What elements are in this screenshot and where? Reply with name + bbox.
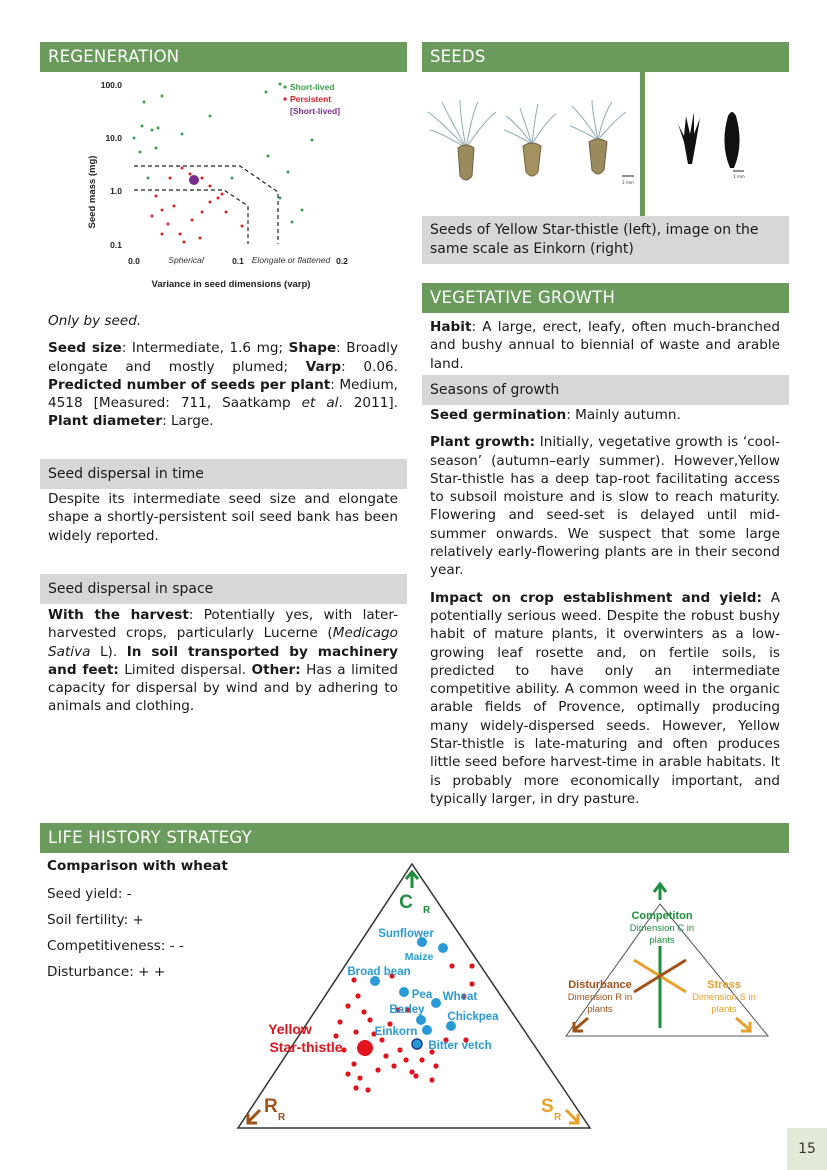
plant-growth-value: Initially, vegetative growth is ‘cool-season’ (autumn–early summer). However,Yellow Star-thistle has a deep tap-root facilitating access to subsoil moisture and is slow to reach maturity. Flowering and seed-set is delayed until mid-summer onwards. We suspect that some large relatively early-flowering plants are in their second year. <box>430 434 780 579</box>
weed-point <box>353 1085 358 1090</box>
focal-label-line2: Star-thistle <box>269 1039 343 1055</box>
persistent-point <box>173 205 176 208</box>
weed-point <box>337 1019 342 1024</box>
seeds-scale-left: 1 mm <box>622 180 634 185</box>
s-label: S <box>541 1096 554 1117</box>
predicted-seeds-tail: . 2011]. <box>338 395 398 412</box>
short-lived-point <box>311 139 314 142</box>
life-history-header: LIFE HISTORY STRATEGY <box>40 823 789 853</box>
regen-points <box>133 83 314 244</box>
crop-label-barley: Barley <box>389 1004 425 1016</box>
crop-dot-barley <box>416 1015 426 1025</box>
persistent-point <box>241 225 244 228</box>
dispersal-time-text: Despite its intermediate seed size and elongate shape a shortly-persistent soil seed bank has been widely reported. <box>48 491 398 544</box>
competitiveness-label: Competitiveness: <box>47 938 166 954</box>
short-lived-point <box>139 151 142 154</box>
csr-key-triangle <box>562 880 774 1040</box>
page-number: 15 <box>787 1128 827 1170</box>
key-stress-title: Stress <box>707 979 741 991</box>
c-label-sub: R <box>423 905 431 916</box>
comparison-disturbance <box>47 959 267 985</box>
seed-size-label: Seed size <box>48 340 122 357</box>
s-label-sub: R <box>554 1112 562 1123</box>
dispersal-space-header: Seed dispersal in space <box>40 574 407 604</box>
regeneration-header: REGENERATION <box>40 42 407 72</box>
soil-text: Limited dispersal. <box>118 661 247 678</box>
persistent-point <box>155 195 158 198</box>
regeneration-intro: Only by seed. <box>48 313 142 329</box>
plant-diameter-label: Plant diameter <box>48 413 163 430</box>
harvest-label: With the harvest <box>48 607 189 623</box>
crop-dot-wheat <box>431 998 441 1008</box>
short-lived-point <box>133 137 136 140</box>
crop-label-wheat: Wheat <box>442 991 478 1003</box>
seasons-text <box>430 406 780 808</box>
y-axis-title: Seed mass (mg) <box>87 155 98 229</box>
short-lived-point <box>161 95 164 98</box>
comparison-competitiveness <box>47 933 267 959</box>
comparison-seed-yield <box>47 881 267 907</box>
x-tick-02: 0.2 <box>336 256 348 266</box>
crop-label-chickpea: Chickpea <box>447 1011 499 1023</box>
persistent-point <box>217 197 220 200</box>
impact-value: A potentially serious weed. Despite the robust bushy habit of mature plants, it overwinters as a low-growing leaf rosette and, on fertile soils, is predicted to have only an intermediate competitive ability. A common weed in the organic arable fields of Provence, optimally producing many widely-dispersed seeds. However, Yellow Star-thistle is late-maturing and often produces little seed before harvest-time in arable habitats. It is probably more economically important, and typically larger, in dry pasture. <box>430 589 781 807</box>
weed-point <box>351 977 356 982</box>
weed-point <box>357 1075 362 1080</box>
seasons-header: Seasons of growth <box>422 375 789 405</box>
weed-point <box>391 1063 396 1068</box>
key-competition-sub2: plants <box>649 935 675 946</box>
weed-point <box>403 1057 408 1062</box>
short-lived-point <box>287 171 290 174</box>
r-label-sub: R <box>278 1112 286 1123</box>
disturbance-value: + + <box>133 964 166 980</box>
short-lived-point <box>265 91 268 94</box>
crop-dot-pea <box>399 987 409 997</box>
competitiveness-value: - - <box>165 938 184 954</box>
focal-label-line1: Yellow <box>268 1021 312 1037</box>
persistent-point <box>209 201 212 204</box>
impact-paragraph <box>430 589 780 809</box>
x-tick-0: 0.0 <box>128 256 140 266</box>
plant-growth-paragraph <box>430 433 780 579</box>
yellow-star-thistle-point <box>189 175 199 185</box>
einkorn-grain <box>724 112 739 168</box>
seed-size-value: : Intermediate, 1.6 mg; <box>121 340 284 357</box>
persistent-point <box>169 177 172 180</box>
legend-short-lived: Short-lived <box>290 82 335 92</box>
habit-paragraph <box>430 318 780 373</box>
c-label: C <box>399 892 413 913</box>
short-lived-point <box>151 129 154 132</box>
varp-value: : 0.06. <box>341 358 398 375</box>
varp-label: Varp <box>305 358 342 375</box>
legend-short-dot <box>283 85 286 88</box>
harvest-tail: L). <box>90 643 118 660</box>
crop-dot-bitter-vetch <box>412 1039 422 1049</box>
persistent-point <box>167 223 170 226</box>
y-tick-10: 10.0 <box>105 133 122 143</box>
yellow-star-thistle-dot <box>357 1040 373 1056</box>
weed-point <box>469 963 474 968</box>
x-axis-title: Variance in seed dimensions (varp) <box>151 279 311 290</box>
short-lived-point <box>231 177 234 180</box>
weed-point <box>351 1061 356 1066</box>
shape-elongate-label: Elongate or flattened <box>251 255 331 265</box>
impact-label: Impact on crop establishment and yield: <box>430 589 762 606</box>
short-lived-point <box>279 197 282 200</box>
plant-growth-label: Plant growth: <box>430 434 536 451</box>
short-lived-point <box>301 209 304 212</box>
dispersal-space-paragraph <box>48 606 398 716</box>
weed-point <box>365 1087 370 1092</box>
vegetative-growth-header: VEGETATIVE GROWTH <box>422 283 789 313</box>
regeneration-details <box>48 339 398 430</box>
key-competition-title: Competiton <box>631 910 693 922</box>
weed-point <box>429 1077 434 1082</box>
weed-point <box>413 1073 418 1078</box>
y-tick-1: 1.0 <box>110 186 122 196</box>
crop-label-maize: Maize <box>404 951 434 963</box>
crop-label-broad-bean: Broad bean <box>347 966 411 978</box>
legend-persistent-dot <box>283 97 286 100</box>
crop-label-pea: Pea <box>411 989 433 1001</box>
short-lived-boundary <box>134 166 278 244</box>
thistle-seed-1 <box>428 100 496 148</box>
weed-point <box>419 1057 424 1062</box>
predicted-seeds-etal: et al <box>301 395 339 412</box>
shape-label: Shape <box>288 340 337 357</box>
harvest-text: : Potentially yes, with later-harvested crops, particularly Lucerne ( <box>48 607 398 642</box>
legend-persistent: Persistent <box>290 94 332 104</box>
habit-value: : A large, erect, leafy, often much-branched and bushy annual to biennial of waste and arable land. <box>430 319 780 372</box>
weed-point <box>361 1009 366 1014</box>
seeds-scale-right: 1 mm <box>733 174 745 179</box>
weed-point <box>433 1063 438 1068</box>
key-stress-sub2: plants <box>711 1004 737 1015</box>
habit-text <box>430 318 780 373</box>
legend-short-lived-bracket: [Short-lived] <box>290 106 341 116</box>
weed-point <box>333 1033 338 1038</box>
short-lived-point <box>291 221 294 224</box>
weed-point <box>409 1069 414 1074</box>
thistle-seed-2-body <box>523 143 541 176</box>
crop-label-sunflower: Sunflower <box>378 928 434 940</box>
seeds-header: SEEDS <box>422 42 789 72</box>
y-tick-01: 0.1 <box>110 240 122 250</box>
einkorn-spikelet <box>678 112 700 164</box>
persistent-point <box>151 215 154 218</box>
comparison-soil-fertility <box>47 907 267 933</box>
seeds-image <box>422 72 789 216</box>
seeds-caption: Seeds of Yellow Star-thistle (left), image on the same scale as Einkorn (right) <box>422 216 789 264</box>
persistent-point <box>201 177 204 180</box>
r-label: R <box>264 1096 278 1117</box>
disturbance-label: Disturbance: <box>47 964 134 980</box>
short-lived-point <box>147 177 150 180</box>
persistent-point <box>199 237 202 240</box>
germination-value: : Mainly autumn. <box>566 407 681 423</box>
persistent-point <box>183 241 186 244</box>
weed-point <box>379 1037 384 1042</box>
thistle-seed-3 <box>570 100 626 140</box>
persistent-point <box>161 233 164 236</box>
short-lived-point <box>209 115 212 118</box>
weed-point <box>375 1067 380 1072</box>
key-c-arrow-icon <box>654 884 666 900</box>
persistent-point <box>161 209 164 212</box>
persistent-point <box>201 211 204 214</box>
thistle-seed-3-body <box>589 139 607 174</box>
dispersal-space-text <box>48 606 398 716</box>
weed-point <box>355 993 360 998</box>
shape-value: : Broadly elongate and mostly plumed; <box>48 340 398 375</box>
thistle-seed-1-body <box>458 145 474 180</box>
short-lived-point <box>141 125 144 128</box>
persistent-point <box>221 193 224 196</box>
key-stress-sub1: Dimension S in <box>692 992 756 1003</box>
short-lived-point <box>181 133 184 136</box>
seed-mass-chart <box>82 74 352 296</box>
other-text: Has a limited capacity for dispersal by wind and by adhering to animals and clothing. <box>48 661 398 715</box>
other-label: Other: <box>251 661 301 678</box>
y-tick-100: 100.0 <box>100 80 122 90</box>
crop-label-bitter-vetch: Bitter vetch <box>428 1040 492 1052</box>
short-lived-point <box>143 101 146 104</box>
dispersal-time-header: Seed dispersal in time <box>40 459 407 489</box>
shape-spherical-label: Spherical <box>168 255 204 265</box>
weed-point <box>345 1071 350 1076</box>
short-lived-point <box>155 147 158 150</box>
thistle-seed-2 <box>504 104 556 144</box>
weed-point <box>383 1053 388 1058</box>
persistent-point <box>191 219 194 222</box>
plant-diameter-value: : Large. <box>162 413 214 430</box>
weed-point <box>367 1017 372 1022</box>
csr-triangle <box>236 860 592 1132</box>
weed-point <box>345 1003 350 1008</box>
soil-fertility-value: + <box>128 912 144 928</box>
key-disturbance-sub1: Dimension R in <box>567 992 633 1003</box>
key-competition-sub1: Dimension C in <box>629 923 695 934</box>
comparison-block <box>47 857 267 985</box>
weed-point <box>397 1047 402 1052</box>
key-disturbance-sub2: plants <box>587 1004 613 1015</box>
germination-paragraph <box>430 406 780 424</box>
regeneration-body <box>48 312 398 431</box>
persistent-point <box>189 173 192 176</box>
weed-point <box>449 963 454 968</box>
persistent-point <box>181 167 184 170</box>
germination-label: Seed germination <box>430 407 567 423</box>
short-lived-point <box>267 155 270 158</box>
persistent-point <box>209 185 212 188</box>
weed-point <box>469 981 474 986</box>
short-lived-point <box>279 83 282 86</box>
predicted-seeds-label: Predicted number of seeds per plant <box>48 376 331 393</box>
persistent-point <box>179 233 182 236</box>
crop-dot-maize <box>438 943 448 953</box>
harvest-species: Medicago Sativa <box>48 625 398 660</box>
soil-fertility-label: Soil fertility: <box>47 912 129 928</box>
comparison-title: Comparison with wheat <box>47 858 228 874</box>
habit-label: Habit <box>430 319 472 335</box>
x-tick-01: 0.1 <box>232 256 244 266</box>
crop-label-einkorn: Einkorn <box>374 1026 418 1038</box>
persistent-point <box>225 211 228 214</box>
weed-point <box>353 1029 358 1034</box>
key-disturbance-title: Disturbance <box>568 979 632 991</box>
predicted-seeds-value: : Medium, 4518 [Measured: 711, Saatkamp <box>48 376 399 412</box>
crop-dot-einkorn <box>422 1025 432 1035</box>
soil-label: In soil transported by machinery and feet: <box>48 643 398 678</box>
short-lived-point <box>157 127 160 130</box>
seed-yield-label: Seed yield: <box>47 886 123 902</box>
seed-yield-value: - <box>122 886 132 902</box>
